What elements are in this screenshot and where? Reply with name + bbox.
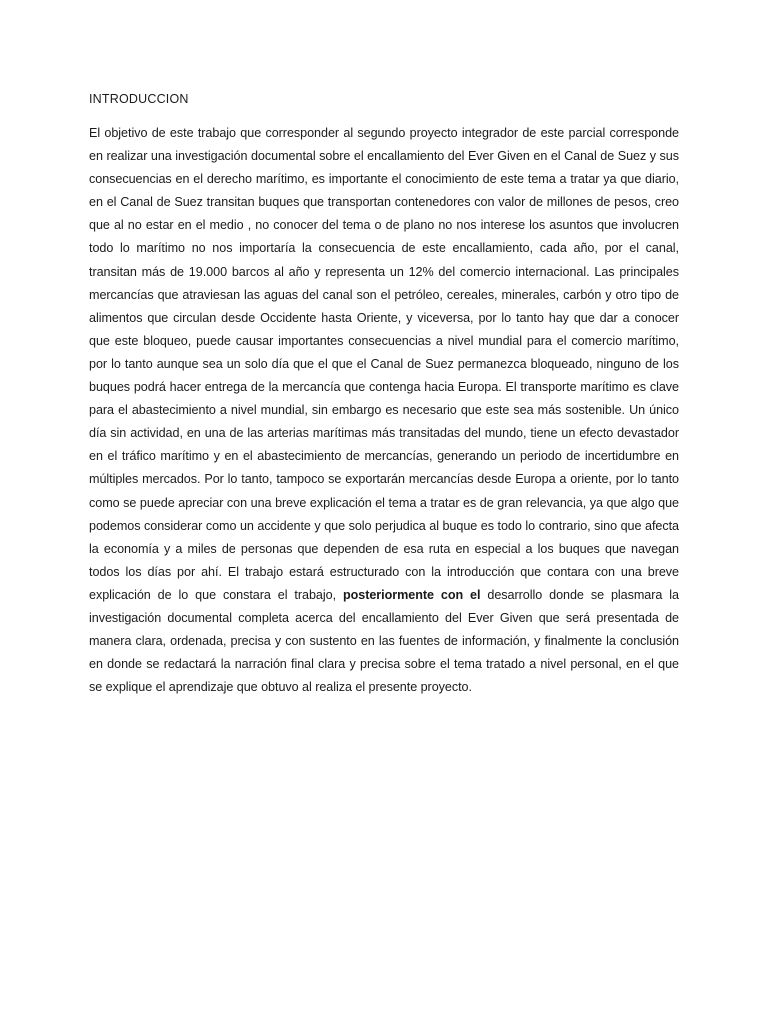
section-heading: INTRODUCCION bbox=[89, 92, 189, 106]
paragraph-bold-text: posteriormente con el bbox=[342, 587, 481, 602]
paragraph-text-part2: desarrollo donde se plasmara la investigación documental completa acerca del encallamiento del Ever Given que será presentada de manera clara, ordenada, precisa y con sustento en las fuentes de información, y finalmente la conclusión en donde se redactará la narración final clara y precisa sobre el tema tratado a nivel personal, en el que se explique el aprendizaje que obtuvo al realiza el presente proyecto. bbox=[89, 587, 679, 695]
paragraph-text-part1: El objetivo de este trabajo que corresponder al segundo proyecto integrador de este parcial corresponde en realizar una investigación documental sobre el encallamiento del Ever Given en el Canal de Suez y sus consecuencias en el derecho marítimo, es importante el conocimiento de este tema a tratar ya que diario, en el Canal de Suez transitan buques que transportan contenedores con valor de millones de pesos, creo que al no estar en el medio , no conocer del tema o de plano no nos interese los asuntos que involucren todo lo marítimo no nos importaría la consecuencia de este encallamiento, cada año, por el canal, transitan más de 19.000 barcos al año y representa un 12% del comercio internacional. Las principales mercancías que atraviesan las aguas del canal son el petróleo, cereales, minerales, carbón y otro tipo de alimentos que circulan desde Occidente hasta Oriente, y viceversa, por lo tanto hay que dar a conocer que este bloqueo, puede causar importantes consecuencias a nivel mundial para el comercio marítimo, por lo tanto aunque sea un solo día que el que el Canal de Suez permanezca bloqueado, ninguno de los buques podrá hacer entrega de la mercancía que contenga hacia Europa. El transporte marítimo es clave para el abastecimiento a nivel mundial, sin embargo es necesario que este sea más sostenible. Un único día sin actividad, en una de las arterias marítimas más transitadas del mundo, tiene un efecto devastador en el tráfico marítimo y en el abastecimiento de mercancías, generando un periodo de incertidumbre en múltiples mercados. Por lo tanto, tampoco se exportarán mercancías desde Europa a oriente, por lo tanto como se puede apreciar con una breve explicación el tema a tratar es de gran relevancia, ya que algo que podemos considerar como un accidente y que solo perjudica al buque es todo lo contrario, sino que afecta la economía y a miles de personas que dependen de esa ruta en especial a los buques que navegan todos los días por ahí. El trabajo estará estructurado con la introducción que contara con una breve explicación de lo que constara el trabajo, bbox=[89, 126, 679, 602]
introduction-paragraph bbox=[89, 122, 679, 699]
